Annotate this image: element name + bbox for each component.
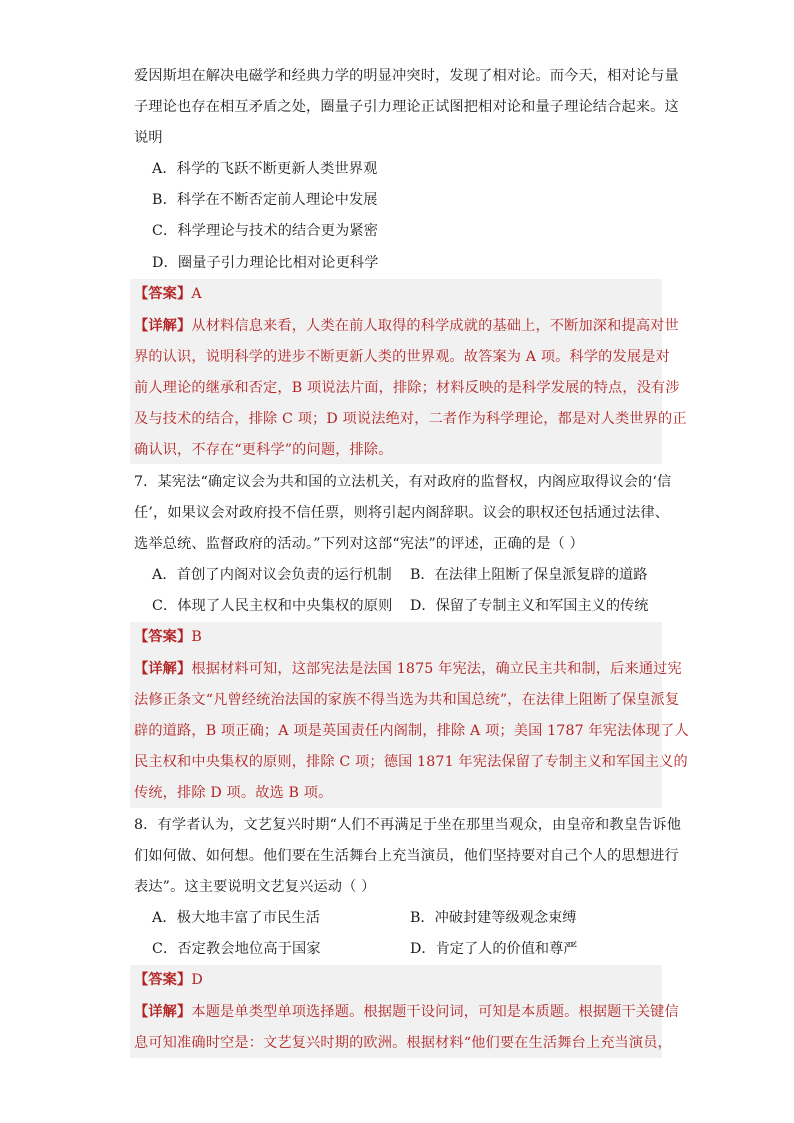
q6-stem-line-3: 说明 [134, 130, 163, 146]
q7-detail-line-5: 传统，排除 D 项。故选 B 项。 [134, 785, 333, 801]
answer-tag: 【答案】 [134, 286, 192, 302]
q6-option-a: A．科学的飞跃不断更新人类世界观 [152, 161, 378, 177]
q6-detail-line-5: 确认识，不存在“更科学”的问题，排除。 [134, 442, 393, 458]
answer-value: B [191, 629, 202, 645]
q8-option-d: D．肯定了人的价值和尊严 [410, 941, 578, 957]
q6-stem-line-1: 爱因斯坦在解决电磁学和经典力学的明显冲突时，发现了相对论。而今天，相对论与量 [134, 68, 679, 84]
q6-answer-panel [130, 279, 687, 464]
q6-detail-line-4: 及与技术的结合，排除 C 项；D 项说法绝对，二者作为科学理论，都是对人类世界的正 [134, 411, 687, 427]
q7-option-c: C．体现了人民主权和中央集权的原则 [152, 598, 393, 614]
q8-stem-line-2: 们如何做、如何想。他们要在生活舞台上充当演员，他们坚持要对自己个人的思想进行 [134, 848, 679, 864]
detail-tag: 【详解】 [134, 661, 192, 677]
q6-option-d: D．圈量子引力理论比相对论更科学 [152, 255, 379, 271]
q6-stem-line-2: 子理论也存在相互矛盾之处，圈量子引力理论正试图把相对论和量子理论结合起来。这 [134, 99, 679, 115]
q7-detail-line-3: 辟的道路，B 项正确；A 项是英国责任内阁制，排除 A 项；美国 1787 年宪法体现了人 [134, 723, 689, 739]
q6-option-c: C．科学理论与技术的结合更为紧密 [152, 223, 379, 239]
q8-stem-line-1: 8．有学者认为，文艺复兴时期“人们不再满足于坐在那里当观众，由皇帝和教皇告诉他 [134, 817, 682, 833]
q6-detail-line-2: 界的认识，说明科学的进步不断更新人类的世界观。故答案为 A 项。科学的发展是对 [134, 349, 670, 365]
q6-detail-line-3: 前人理论的继承和否定，B 项说法片面，排除；材料反映的是科学发展的特点，没有涉 [134, 380, 680, 396]
q7-stem-line-2: 任’，如果议会对政府投不信任票，则将引起内阁辞职。议会的职权还包括通过法律、 [134, 505, 670, 521]
q8-detail-line-1 [134, 1002, 679, 1022]
detail-text: 根据材料可知，这部宪法是法国 1875 年宪法，确立民主共和制，后来通过宪 [191, 661, 682, 677]
q8-answer [134, 970, 662, 990]
q8-detail-line-2: 息可知准确时空是：文艺复兴时期的欧洲。根据材料“他们要在生活舞台上充当演员， [134, 1035, 672, 1051]
q7-answer-panel [130, 622, 689, 808]
q6-detail-line-1 [134, 316, 679, 336]
answer-value: A [191, 286, 202, 302]
q7-detail-line-2: 法修正条文“凡曾经统治法国的家族不得当选为共和国总统”，在法律上阻断了保皇派复 [134, 692, 680, 708]
q7-option-b: B．在法律上阻断了保皇派复辟的道路 [410, 567, 648, 583]
q7-detail-line-4: 民主权和中央集权的原则，排除 C 项；德国 1871 年宪法保留了专制主义和军国主义的 [134, 754, 688, 770]
q8-option-b: B．冲破封建等级观念束缚 [410, 910, 577, 926]
q7-answer [134, 627, 662, 647]
q7-stem-line-1: 7．某宪法“确定议会为共和国的立法机关，有对政府的监督权，内阁应取得议会的‘信 [134, 474, 672, 490]
detail-text: 从材料信息来看，人类在前人取得的科学成就的基础上，不断加深和提高对世 [191, 318, 679, 334]
detail-text: 本题是单类型单项选择题。根据题干设问词，可知是本质题。根据题干关键信 [191, 1004, 679, 1020]
answer-value: D [191, 972, 203, 988]
detail-tag: 【详解】 [134, 318, 192, 334]
q8-option-c: C．否定教会地位高于国家 [152, 941, 321, 957]
answer-tag: 【答案】 [134, 972, 192, 988]
q8-stem-line-3: 表达”。这主要说明文艺复兴运动（ ） [134, 879, 376, 895]
q7-stem-line-3: 选举总统、监督政府的活动。”下列对这部“宪法”的评述，正确的是（ ） [134, 536, 584, 552]
q7-option-a: A．首创了内阁对议会负责的运行机制 [152, 567, 392, 583]
q6-option-b: B．科学在不断否定前人理论中发展 [152, 192, 378, 208]
answer-tag: 【答案】 [134, 629, 192, 645]
q6-answer [134, 284, 662, 304]
q7-option-d: D．保留了专制主义和军国主义的传统 [410, 598, 649, 614]
q7-detail-line-1 [134, 659, 682, 679]
detail-tag: 【详解】 [134, 1004, 192, 1020]
q8-option-a: A．极大地丰富了市民生活 [152, 910, 321, 926]
